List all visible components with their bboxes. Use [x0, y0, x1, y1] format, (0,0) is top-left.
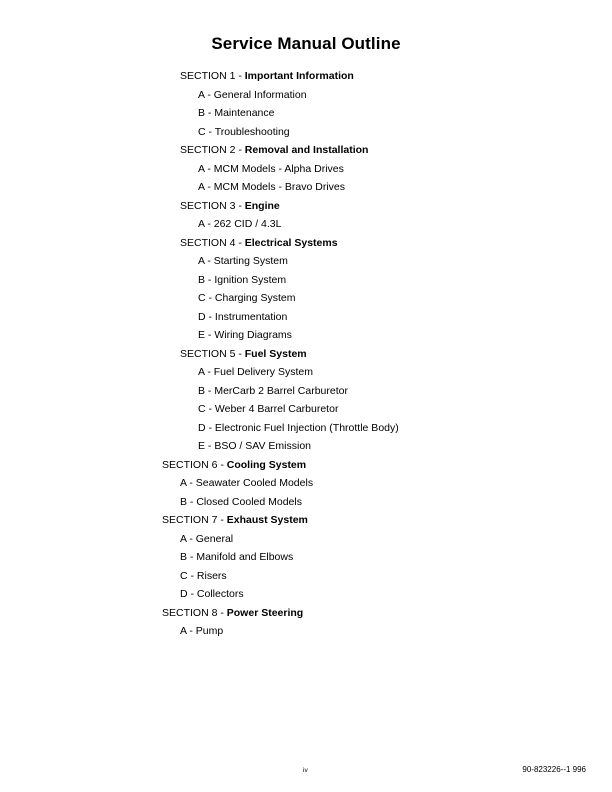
- section-6: [0, 456, 612, 512]
- section-heading: [0, 511, 612, 530]
- outline-item: C - Weber 4 Barrel Carburetor: [198, 403, 339, 415]
- outline-item: D - Electronic Fuel Injection (Throttle Body): [198, 421, 399, 434]
- outline-item: B - MerCarb 2 Barrel Carburetor: [198, 384, 348, 397]
- outline-item: B - Manifold and Elbows: [180, 551, 294, 563]
- outline-item: D - Collectors: [180, 588, 244, 600]
- section-label: SECTION 7 -: [162, 514, 227, 526]
- outline-item: B - Maintenance: [198, 107, 275, 119]
- document-number: 90-823226--1 996: [522, 765, 586, 774]
- outline-item: A - Starting System: [198, 255, 288, 267]
- outline-item: B - Closed Cooled Models: [180, 495, 302, 508]
- outline-item: D - Instrumentation: [198, 310, 288, 323]
- outline-list: [0, 67, 612, 641]
- section-label: SECTION 3 -: [180, 199, 245, 212]
- outline-item: C - Troubleshooting: [198, 125, 290, 138]
- section-title: Removal and Installation: [244, 144, 369, 156]
- section-4: [0, 234, 612, 345]
- section-label: SECTION 1 -: [180, 70, 245, 82]
- outline-item: A - 262 CID / 4.3L: [198, 218, 282, 230]
- section-heading: [0, 456, 612, 475]
- section-title: Engine: [244, 199, 280, 212]
- outline-item: B - Ignition System: [198, 273, 287, 286]
- outline-item: C - Charging System: [198, 292, 296, 304]
- section-label: SECTION 5 -: [180, 347, 245, 360]
- section-heading: [0, 67, 612, 86]
- section-title: Important Information: [244, 70, 354, 82]
- section-heading: [0, 345, 612, 364]
- section-title: Fuel System: [244, 347, 307, 360]
- section-label: SECTION 8 -: [162, 606, 227, 619]
- outline-item: C - Risers: [180, 569, 227, 582]
- outline-item: A - Seawater Cooled Models: [180, 477, 314, 489]
- section-heading: [0, 141, 612, 160]
- outline-item: A - MCM Models - Bravo Drives: [198, 181, 346, 193]
- section-heading: [0, 234, 612, 253]
- section-7: [0, 511, 612, 604]
- outline-item: A - General Information: [198, 88, 307, 101]
- outline-item: E - Wiring Diagrams: [198, 329, 292, 341]
- section-8: [0, 604, 612, 641]
- section-1: [0, 67, 612, 141]
- section-label: SECTION 2 -: [180, 144, 245, 156]
- outline-item: A - MCM Models - Alpha Drives: [198, 162, 344, 175]
- section-3: [0, 197, 612, 234]
- outline-item: E - BSO / SAV Emission: [198, 440, 312, 452]
- page-title: Service Manual Outline: [211, 34, 401, 53]
- section-2: [0, 141, 612, 197]
- section-title: Power Steering: [226, 606, 304, 619]
- section-label: SECTION 4 -: [180, 236, 245, 249]
- section-label: SECTION 6 -: [162, 458, 227, 471]
- section-heading: [0, 604, 612, 623]
- section-title: Electrical Systems: [244, 236, 338, 249]
- outline-item: A - General: [180, 532, 234, 545]
- section-title: Cooling System: [226, 458, 307, 471]
- outline-item: A - Pump: [180, 625, 224, 637]
- page-number: iv: [303, 767, 308, 774]
- section-5: [0, 345, 612, 456]
- section-title: Exhaust System: [226, 514, 308, 526]
- outline-item: A - Fuel Delivery System: [198, 366, 313, 378]
- section-heading: [0, 197, 612, 216]
